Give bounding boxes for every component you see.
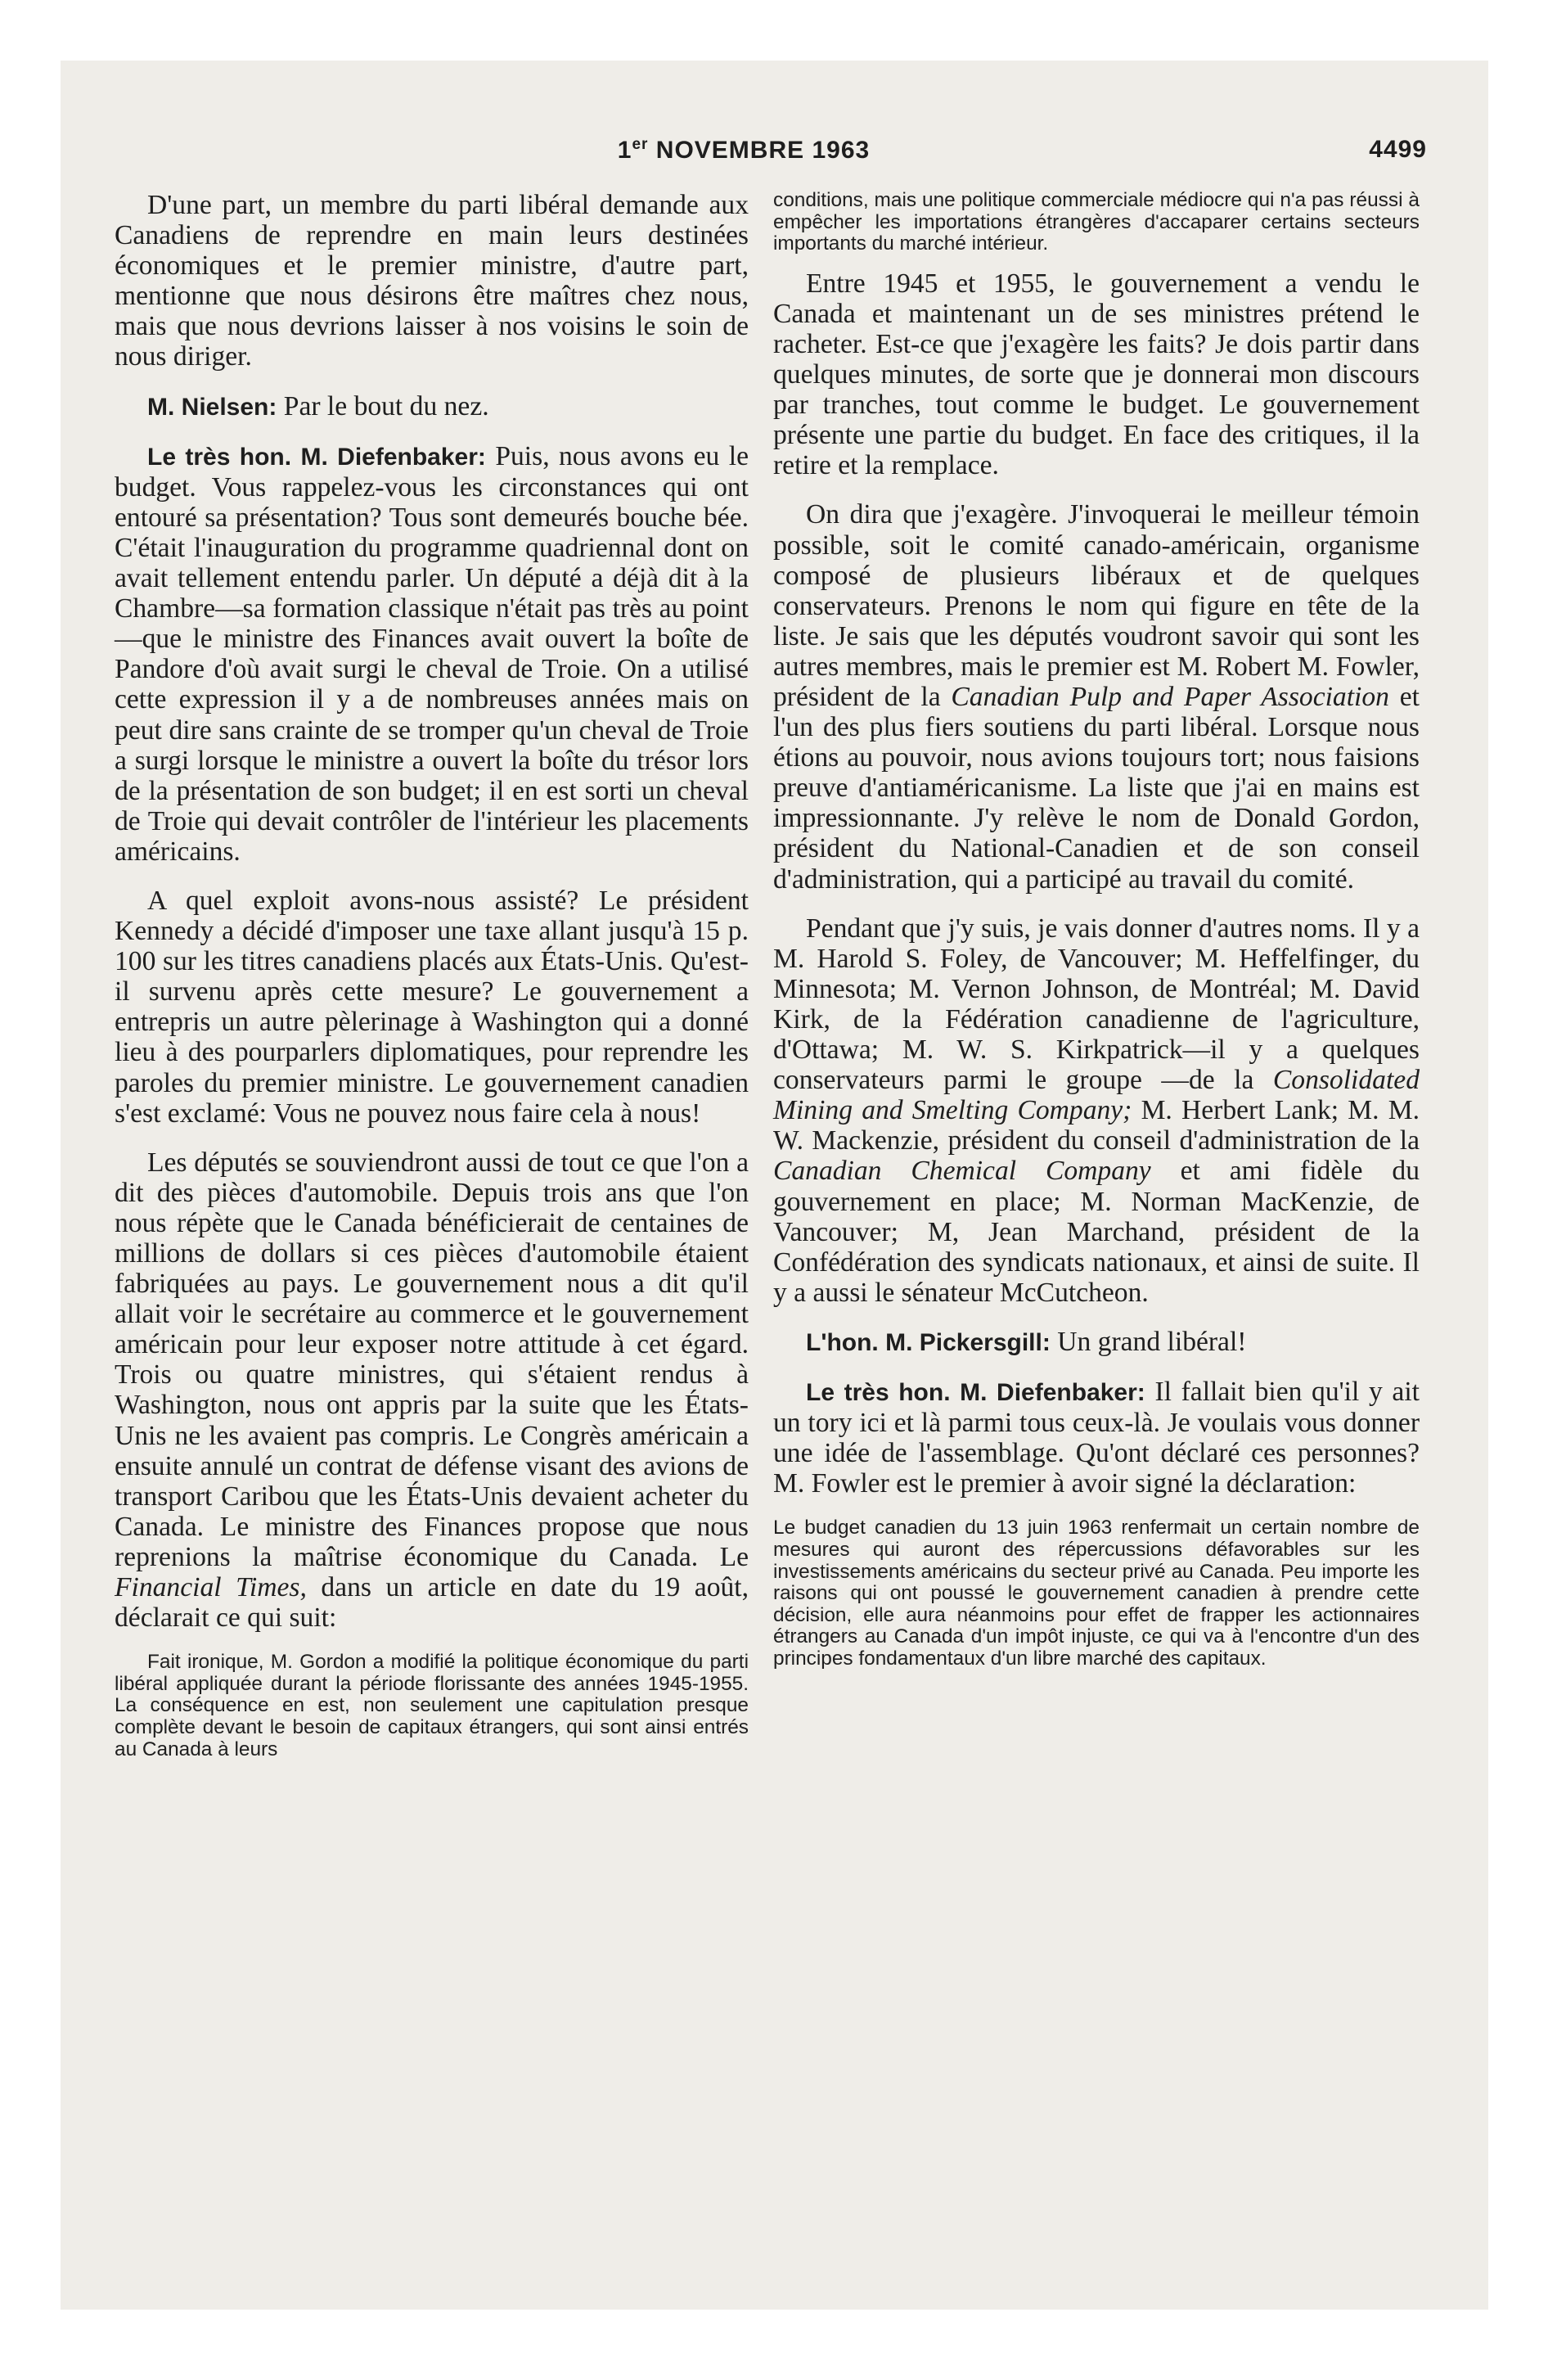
header-date-day: 1	[617, 137, 632, 164]
speaker-name: Le très hon. M. Diefenbaker:	[147, 443, 486, 471]
speech-text: Un grand libéral!	[1057, 1326, 1247, 1357]
speech-text: Par le bout du nez.	[283, 390, 489, 421]
paragraph-text: M. Herbert Lank; M. M. W. Mackenzie, président du conseil d'administration de la	[773, 1095, 1420, 1156]
speaker-name: L'hon. M. Pickersgill:	[806, 1328, 1051, 1356]
block-quote: Fait ironique, M. Gordon a modifié la politique économique du parti libéral appliquée durant la période florissante des années 1945-1955. La conséquence en est, non seulement une capitulation presque complète devant le besoin de capitaux étrangers, qui sont ainsi entrés au Canada à leurs	[115, 1651, 749, 1760]
block-quote: Le budget canadien du 13 juin 1963 renfermait un certain nombre de mesures qui auront des répercussions défavorables sur les investissements américains du secteur privé au Canada. Peu importe les raisons qui ont poussé le gouvernement canadien à prendre cette décision, elle aura néanmoins pour effet de frapper les actionnaires étrangers au Canada d'un impôt injuste, ce qui va à l'encontre d'un des principes fondamentaux d'un libre marché des capitaux.	[773, 1517, 1420, 1670]
paragraph	[773, 913, 1420, 1308]
paragraph-text: et l'un des plus fiers soutiens du parti libéral. Lorsque nous étions au pouvoir, nous avions toujours tort; nous faisions preuve d'antiaméricanisme. La liste que j'ai en mains est impressionnante. J'y relève le nom de Donald Gordon, président du National-Canadien et de son conseil d'administration, qui a participé au travail du comité.	[773, 682, 1420, 895]
speech-diefenbaker	[773, 1377, 1420, 1499]
paragraph-text: dans un article en date du 19 août, déclarait ce qui suit:	[115, 1572, 749, 1634]
block-quote-continued: conditions, mais une politique commerciale médiocre qui n'a pas réussi à empêcher les importations étrangères d'accaparer certains secteurs importants du marché intérieur.	[773, 189, 1420, 255]
paragraph	[773, 499, 1420, 894]
speech-nielsen	[115, 391, 749, 422]
paragraph: D'une part, un membre du parti libéral demande aux Canadiens de reprendre en main leurs destinées économiques et le premier ministre, d'autre part, mentionne que nous désirons être maîtres chez nous, mais que nous devrions laisser à nos voisins le soin de nous diriger.	[115, 190, 749, 372]
paragraph-text: On dira que j'exagère. J'invoquerai le meilleur témoin possible, soit le comité canado-américain, organisme composé de plusieurs libéraux et de quelques conservateurs. Prenons le nom qui figure en tête de la liste. Je sais que les députés voudront savoir qui sont les autres membres, mais le premier est M. Robert M. Fowler, président de la	[773, 499, 1420, 712]
header-date-month-year: NOVEMBRE 1963	[655, 137, 871, 164]
right-column	[773, 190, 1420, 1684]
header-date	[61, 136, 1427, 165]
page-header	[61, 136, 1427, 169]
organization-name: Consolidated Mining and Smelting Company;	[773, 1065, 1420, 1126]
publication-title: Financial Times,	[115, 1572, 307, 1603]
speech-text: Puis, nous avons eu le budget. Vous rappelez-vous les circonstances qui ont entouré sa présentation? Tous sont demeurés bouche bée. C'était l'inauguration du programme quadriennal dont on avait tellement entendu parler. Un député a déjà dit à la Chambre—sa formation classique n'était pas très au point—que le ministre des Finances avait ouvert la boîte de Pandore d'où avait surgi le cheval de Troie. On a utilisé cette expression il y a de nombreuses années mais on peut dire sans crainte de se tromper qu'un cheval de Troie a surgi lorsque le ministre a ouvert la boîte du trésor lors de la présentation de son budget; il en est sorti un cheval de Troie qui devait contrôler de l'intérieur les placements américains.	[115, 440, 749, 867]
paragraph-text: Les députés se souviendront aussi de tout ce que l'on a dit des pièces d'automobile. Depuis trois ans que l'on nous répète que le Canada bénéficierait de centaines de millions de dollars si ces pièces d'automobile étaient fabriquées au pays. Le gouvernement nous a dit qu'il allait voir le secrétaire au commerce et le gouvernement américain pour leur exposer notre attitude à cet égard. Trois ou quatre ministres, qui s'étaient rendus à Washington, nous ont appris par la suite que les États-Unis ne les avaient pas compris. Le Congrès américain a ensuite annulé un contrat de défense visant des avions de transport Caribou que les États-Unis devaient acheter du Canada. Le ministre des Finances propose que nous reprenions la maîtrise économique du Canada. Le	[115, 1147, 749, 1572]
speech-pickersgill	[773, 1327, 1420, 1358]
paragraph: A quel exploit avons-nous assisté? Le président Kennedy a décidé d'imposer une taxe allant jusqu'à 15 p. 100 sur les titres canadiens placés aux États-Unis. Qu'est-il survenu après cette mesure? Le gouvernement a entrepris un autre pèlerinage à Washington qui a donné lieu à des pourparlers diplomatiques, pour reprendre les paroles du premier ministre. Le gouvernement canadien s'est exclamé: Vous ne pouvez nous faire cela à nous!	[115, 885, 749, 1129]
paragraph-text: Pendant que j'y suis, je vais donner d'autres noms. Il y a M. Harold S. Foley, de Vancouver; M. Heffelfinger, du Minnesota; M. Vernon Johnson, de Montréal; M. David Kirk, de la Fédération canadienne de l'agriculture, d'Ottawa; M. W. S. Kirkpatrick—il y a quelques conservateurs parmi le groupe —de la	[773, 913, 1420, 1096]
speech-text: Il fallait bien qu'il y ait un tory ici et là parmi tous ceux-là. Je voulais vous donner une idée de l'assemblage. Qu'ont déclaré ces personnes? M. Fowler est le premier à avoir signé la déclaration:	[773, 1376, 1420, 1499]
left-column	[115, 190, 749, 1774]
page-number: 4499	[1369, 136, 1427, 163]
speech-diefenbaker	[115, 441, 749, 867]
header-date-sup: er	[632, 136, 649, 153]
speaker-name: Le très hon. M. Diefenbaker:	[806, 1378, 1145, 1406]
paragraph	[115, 1147, 749, 1634]
organization-name: Canadian Pulp and Paper Association	[951, 682, 1389, 712]
paragraph: Entre 1945 et 1955, le gouvernement a vendu le Canada et maintenant un de ses ministres prétend le racheter. Est-ce que j'exagère les faits? Je dois partir dans quelques minutes, de sorte que je donnerai mon discours par tranches, tout comme le budget. Le gouvernement présente une partie du budget. En face des critiques, il la retire et la remplace.	[773, 268, 1420, 481]
paragraph-text: et ami fidèle du gouvernement en place; M. Norman MacKenzie, de Vancouver; M, Jean Marchand, président de la Confédération des syndicats nationaux, et ainsi de suite. Il y a aussi le sénateur McCutcheon.	[773, 1156, 1420, 1308]
organization-name: Canadian Chemical Company	[773, 1156, 1151, 1187]
speaker-name: M. Nielsen:	[147, 393, 277, 421]
